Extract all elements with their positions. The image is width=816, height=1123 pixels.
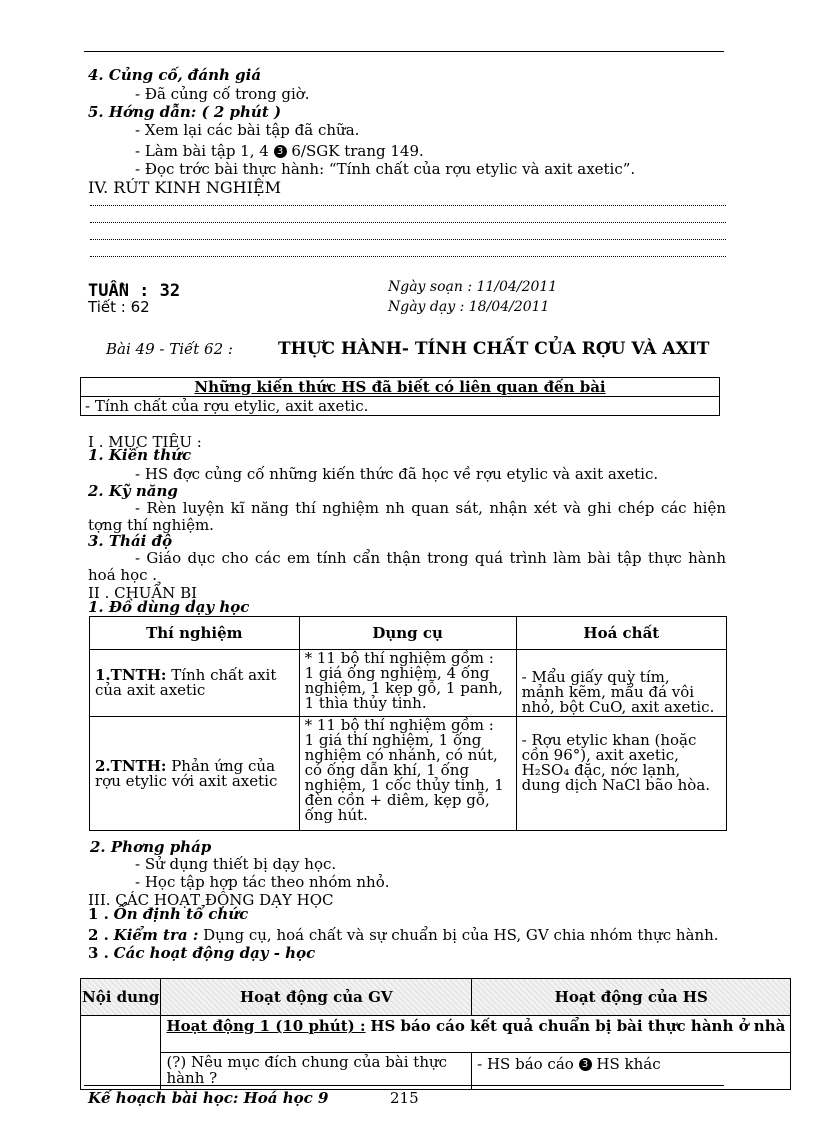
tools-line: * 11 bộ thí nghiệm gồm : [304, 716, 494, 734]
chemicals-line: - Mẩu giấy quỳ tím, [521, 668, 670, 686]
table-row [90, 717, 727, 831]
date-prepare: Ngày soạn : 11/04/2011 [388, 279, 558, 295]
preparation-heading: II . CHUẨN BỊ [88, 584, 198, 602]
col-header-chemicals: Hoá chất [516, 617, 726, 650]
review-line: - Đã củng cố trong giờ. [135, 85, 310, 103]
chemicals-cell [516, 650, 726, 717]
table-row [81, 1053, 791, 1090]
experience-heading: IV. RÚT KINH NGHIỆM [88, 178, 281, 197]
chemicals-line: cồn 96°), axit axetic, [521, 746, 679, 764]
dotted-line [90, 239, 726, 241]
objectives-heading: I . MỤC TIÊU : [88, 433, 202, 451]
homework-line-2-text: - Làm bài tập 1, 4 [135, 142, 269, 160]
col-header-content: Nội dung [81, 979, 161, 1016]
homework-heading: 5. Hớng dẫn: ( 2 phút ) [88, 103, 282, 121]
activity-item-2-text: Dụng cụ, hoá chất và sự chuẩn bị của HS, GV chia nhóm thực hành. [203, 926, 719, 944]
chemicals-line: mảnh kẽm, mẩu đá vôi [521, 683, 695, 701]
tools-line: 1 giá ống nghiệm, 4 ống [304, 664, 490, 682]
activities-table [80, 978, 791, 1090]
activity-item-2 [88, 926, 719, 944]
col-header-student: Hoạt động của HS [472, 979, 791, 1016]
activities-heading: III. CÁC HOẠT ĐỘNG DẠY HỌC [88, 891, 334, 909]
student-activity-text: - HS báo cáo [477, 1055, 574, 1073]
tools-cell [299, 650, 516, 717]
experiment-description: Phản ứng của rợu etylic với axit axetic [95, 756, 278, 790]
lesson-prefix: Bài 49 - Tiết 62 : [106, 340, 233, 358]
col-header-experiment: Thí nghiệm [90, 617, 300, 650]
homework-line-1: - Xem lại các bài tập đã chữa. [135, 121, 360, 139]
tools-line: có ống dẫn khí, 1 ống [304, 761, 470, 779]
review-heading: 4. Củng cố, đánh giá [88, 66, 262, 84]
tools-line: 1 thìa thủy tinh. [304, 694, 427, 712]
dotted-line [90, 222, 726, 224]
activity-1-description: HS báo cáo kết quả chuẩn bị bài thực hành ở nhà [370, 1017, 786, 1035]
activity-1-title: Hoạt động 1 (10 phút) : [166, 1017, 366, 1035]
tools-line: đèn cồn + diêm, kẹp gỗ, [304, 791, 490, 809]
table-row [90, 650, 727, 717]
prior-knowledge-header: Những kiến thức HS đã biết có liên quan đến bài [81, 378, 720, 397]
page-number: 215 [390, 1089, 419, 1107]
tools-line: ống hút. [304, 806, 368, 824]
tools-cell [299, 717, 516, 831]
attitude-line-1: - Giáo dục cho các em tính cẩn thận trong quá trình làm bài tập thực hành [135, 549, 726, 567]
dotted-line [90, 205, 726, 207]
content-cell [81, 1016, 161, 1090]
chemicals-line: H₂SO₄ đặc, nớc lạnh, [521, 761, 681, 779]
attitude-heading: 3. Thái độ [88, 532, 173, 550]
knowledge-line: - HS đợc củng cố những kiến thức đã học về rợu etylic và axit axetic. [135, 465, 659, 483]
attitude-line-2: hoá học . [88, 566, 158, 584]
activity-item-2-label: Kiểm tra : [113, 926, 199, 944]
teacher-activity-cell: (?) Nêu mục đích chung của bài thực hành ? [161, 1053, 472, 1090]
dotted-line [90, 256, 726, 258]
equipment-table [89, 616, 727, 831]
date-teach: Ngày dạy : 18/04/2011 [388, 299, 550, 315]
chemicals-line: dung dịch NaCl bão hòa. [521, 776, 711, 794]
activity-item-1-text: Ổn định tổ chức [113, 905, 249, 923]
experiment-cell [90, 650, 300, 717]
numbered-circle-icon: 3 [274, 145, 287, 158]
homework-line-2-suffix: 6/SGK trang 149. [291, 142, 424, 160]
prior-knowledge-row: - Tính chất của rợu etylic, axit axetic. [81, 397, 720, 416]
tools-line: nghiệm có nhánh, có nút, [304, 746, 498, 764]
method-heading: 2. Phơng pháp [90, 838, 212, 856]
activity-item-3-number: 3 . [88, 944, 109, 962]
tools-line: 1 giá thí nghiệm, 1 ống [304, 731, 482, 749]
tools-line: nghiệm, 1 cốc thủy tinh, 1 [304, 776, 504, 794]
homework-line-3: - Đọc trớc bài thực hành: “Tính chất của rợu etylic và axit axetic”. [135, 160, 636, 178]
equipment-heading: 1. Đồ dùng dạy học [88, 598, 250, 616]
tools-line: nghiệm, 1 kẹp gỗ, 1 panh, [304, 679, 503, 697]
skills-heading: 2. Kỹ năng [88, 482, 178, 500]
tools-line: * 11 bộ thí nghiệm gồm : [304, 649, 494, 667]
activity-1-cell [161, 1016, 791, 1053]
chemicals-line: nhỏ, bột CuO, axit axetic. [521, 698, 715, 716]
chemicals-cell [516, 717, 726, 831]
col-header-teacher: Hoạt động của GV [161, 979, 472, 1016]
period-label: Tiết : 62 [88, 298, 150, 316]
experiment-label: 1.TNTH: [95, 666, 167, 684]
skills-line-2: tợng thí nghiệm. [88, 516, 214, 534]
lesson-title: THỰC HÀNH- TÍNH CHẤT CỦA RỢU VÀ AXIT [278, 339, 710, 359]
table-row [81, 1016, 791, 1053]
chemicals-line: - Rợu etylic khan (hoặc [521, 731, 697, 749]
activity-item-3-text: Các hoạt động dạy - học [113, 944, 316, 962]
week-label: TUẦN : 32 [88, 281, 181, 301]
method-line-2: - Học tập hợp tác theo nhóm nhỏ. [135, 873, 390, 891]
prior-knowledge-table [80, 377, 720, 416]
footer-rule [84, 1085, 724, 1086]
activity-item-1 [88, 905, 248, 923]
activity-item-3 [88, 944, 315, 962]
col-header-tools: Dụng cụ [299, 617, 516, 650]
activity-item-1-number: 1 . [88, 905, 109, 923]
numbered-circle-icon: 3 [579, 1058, 592, 1071]
activity-item-2-number: 2 . [88, 926, 109, 944]
student-activity-suffix: HS khác [596, 1055, 661, 1073]
method-line-1: - Sử dụng thiết bị dạy học. [135, 855, 337, 873]
experiment-label: 2.TNTH: [95, 756, 167, 775]
student-activity-cell [472, 1053, 791, 1090]
experiment-description: Tính chất axit của axit axetic [95, 666, 277, 699]
top-rule [84, 51, 724, 52]
knowledge-heading: 1. Kiến thức [88, 446, 192, 464]
homework-line-2 [135, 142, 424, 160]
skills-line-1: - Rèn luyện kĩ năng thí nghiệm nh quan sát, nhận xét và ghi chép các hiện [135, 499, 726, 517]
footer-title: Kế hoạch bài học: Hoá học 9 [88, 1089, 329, 1107]
experiment-cell [90, 717, 300, 831]
